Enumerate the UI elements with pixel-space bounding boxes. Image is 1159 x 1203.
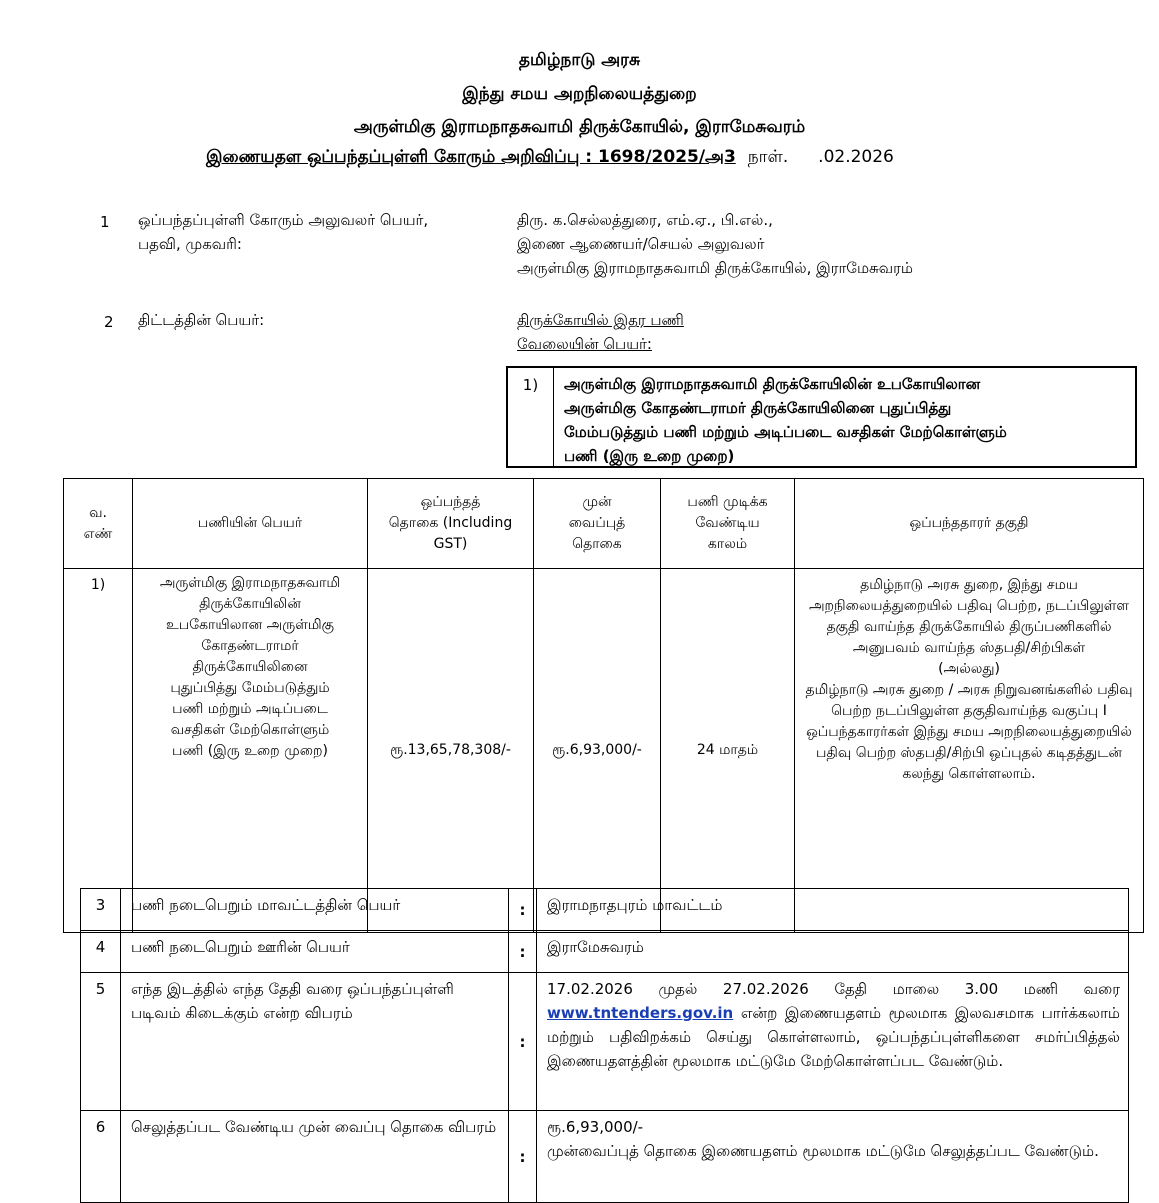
header-text: தொகை (Including (388, 515, 513, 531)
work-name-line: பணி மற்றும் அடிப்படை (172, 701, 328, 717)
row-contract-amount: ரூ.13,65,78,308/- (368, 569, 534, 933)
officer-designation: இணை ஆணையர்/செயல் அலுவலர் (517, 235, 765, 253)
work-name-line: புதுப்பித்து மேம்படுத்தும் (170, 680, 330, 696)
row-emd: ரூ.6,93,000/- (534, 569, 661, 933)
header-text: வ. (89, 504, 107, 521)
work-name-text (564, 372, 1007, 468)
row-label: செலுத்தப்பட வேண்டிய முன் வைப்பு தொகை விபரம் (121, 1111, 509, 1203)
table-row (81, 931, 1129, 973)
availability-text: என்ற இணையதளம் மூலமாக இலவசமாக பார்க்கலாம் மற்றும் பதிவிறக்கம் செய்து கொள்ளலாம், ஒப்பந்தப்புள்ளிகளை சமர்ப்பித்தல் இணையதளத்தின் மூலமாக மட்டுமே மேற்கொள்ளப்பட வேண்டும். (547, 1004, 1120, 1070)
tender-info-table (80, 888, 1129, 1203)
header-text: முன் (582, 494, 612, 510)
table-row (64, 569, 1144, 933)
header-text: காலம் (707, 536, 748, 552)
work-name-line: திருக்கோயிலின் (199, 596, 301, 612)
emd-note: முன்வைப்புத் தொகை இணையதளம் மூலமாக மட்டுமே செலுத்தப்பட வேண்டும். (547, 1142, 1099, 1160)
header-serial (64, 479, 133, 569)
row-work-name (133, 569, 368, 933)
header-text: பணி முடிக்க (687, 494, 768, 510)
row-number: 4 (81, 931, 121, 973)
item-2-number: 2 (104, 313, 114, 331)
table-row (81, 973, 1129, 1111)
row-label: எந்த இடத்தில் எந்த தேதி வரை ஒப்பந்தப்புள்ளி படிவம் கிடைக்கும் என்ற விபரம் (121, 973, 509, 1111)
scheme-name: திருக்கோயில் இதர பணி (517, 311, 684, 329)
row-colon: : (509, 973, 537, 1111)
item-1-label (138, 208, 428, 256)
tender-website-link[interactable]: www.tntenders.gov.in (547, 1004, 734, 1022)
notice-number: இணையதள ஒப்பந்தப்புள்ளி கோரும் அறிவிப்பு : 1698/2025/அ3 (206, 147, 736, 167)
eligibility-or: (அல்லது) (938, 661, 1000, 677)
row-number: 5 (81, 973, 121, 1111)
work-name-label: வேலையின் பெயர்: (517, 335, 652, 353)
row-label: பணி நடைபெறும் ஊரின் பெயர் (121, 931, 509, 973)
row-eligibility (795, 569, 1144, 933)
work-name-line: பணி (இரு உறை முறை) (172, 743, 328, 759)
row-serial: 1) (64, 569, 133, 933)
header-text: தொகை (572, 536, 622, 552)
header-line-government: தமிழ்நாடு அரசு (518, 50, 641, 70)
work-name-line: உபகோயிலான அருள்மிகு (166, 617, 334, 633)
date-label: நாள். (747, 147, 789, 167)
row-value-district: இராமநாதபுரம் மாவட்டம் (537, 889, 1129, 931)
work-name-line: வசதிகள் மேற்கொள்ளும் (170, 722, 330, 738)
item-2-value (517, 308, 684, 356)
work-line: அருள்மிகு இராமநாதசுவாமி திருக்கோயிலின் உபகோயிலான (564, 375, 981, 393)
item-1-value (517, 208, 913, 280)
notice-title (206, 147, 894, 169)
header-line-temple: அருள்மிகு இராமநாதசுவாமி திருக்கோயில், இராமேசுவரம் (353, 117, 806, 137)
item-1-number: 1 (100, 213, 110, 231)
table-row (81, 1111, 1129, 1203)
work-line: அருள்மிகு கோதண்டராமர் திருக்கோயிலினை புதுப்பித்து (564, 399, 952, 417)
work-line: பணி (இரு உறை முறை) (564, 447, 735, 465)
officer-name: திரு. க.செல்லத்துரை, எம்.ஏ., பி.எல்., (517, 211, 773, 229)
header-text: வைப்புத் (568, 515, 626, 531)
row-value-town: இராமேசுவரம் (537, 931, 1129, 973)
work-name-box (506, 366, 1137, 468)
row-label: பணி நடைபெறும் மாவட்டத்தின் பெயர் (121, 889, 509, 931)
row-number: 3 (81, 889, 121, 931)
emd-amount: ரூ.6,93,000/- (547, 1118, 644, 1136)
table-row (81, 889, 1129, 931)
header-emd (534, 479, 661, 569)
item-1-label-line2: பதவி, முகவரி: (138, 235, 242, 253)
work-name-line: கோதண்டராமர் (201, 638, 299, 654)
header-contract-amount (368, 479, 534, 569)
row-colon: : (509, 931, 537, 973)
header-text: GST) (433, 536, 468, 552)
header-text: எண் (83, 525, 113, 542)
date-value: .02.2026 (818, 147, 894, 167)
item-1-label-line1: ஒப்பந்தப்புள்ளி கோரும் அலுவலர் பெயர், (138, 211, 429, 229)
work-name-line: திருக்கோயிலினை (192, 659, 308, 675)
table-header-row (64, 479, 1144, 569)
header-completion-period (661, 479, 795, 569)
row-colon: : (509, 889, 537, 931)
header-text: ஒப்பந்தத் (420, 494, 481, 510)
officer-address: அருள்மிகு இராமநாதசுவாமி திருக்கோயில், இராமேசுவரம் (517, 259, 913, 277)
row-colon: : (509, 1111, 537, 1203)
tender-details-table (63, 478, 1144, 933)
item-2-label: திட்டத்தின் பெயர்: (138, 311, 265, 329)
work-number: 1) (508, 368, 554, 466)
header-work-name: பணியின் பெயர் (133, 479, 368, 569)
row-value-availability (537, 973, 1129, 1111)
work-line: மேம்படுத்தும் பணி மற்றும் அடிப்படை வசதிகள் மேற்கொள்ளும் (564, 423, 1007, 441)
row-number: 6 (81, 1111, 121, 1203)
header-line-department: இந்து சமய அறநிலையத்துறை (462, 84, 697, 104)
row-completion-period: 24 மாதம் (661, 569, 795, 933)
eligibility-text: தமிழ்நாடு அரசு துறை, இந்து சமய அறநிலையத்துறையில் பதிவு பெற்ற, நடப்பிலுள்ள தகுதி வாய்ந்த திருக்கோயில் திருப்பணிகளில் அனுபவம் வாய்ந்த ஸ்தபதி/சிற்பிகள் (808, 577, 1130, 656)
header-text: வேண்டிய (695, 515, 760, 531)
header-eligibility: ஒப்பந்ததாரர் தகுதி (795, 479, 1144, 569)
row-value-emd (537, 1111, 1129, 1203)
eligibility-text: தமிழ்நாடு அரசு துறை / அரசு நிறுவனங்களில் பதிவு பெற்ற நடப்பிலுள்ள தகுதிவாய்ந்த வகுப்பு I ஒப்பந்தகாரர்கள் இந்து சமய அறநிலையத்துறையில் பதிவு பெற்ற ஸ்தபதி/சிற்பி ஒப்புதல் கடிதத்துடன் கலந்து கொள்ளலாம். (805, 682, 1133, 782)
availability-text: 17.02.2026 முதல் 27.02.2026 தேதி மாலை 3.00 மணி வரை (547, 980, 1120, 998)
work-name-line: அருள்மிகு இராமநாதசுவாமி (159, 575, 341, 591)
